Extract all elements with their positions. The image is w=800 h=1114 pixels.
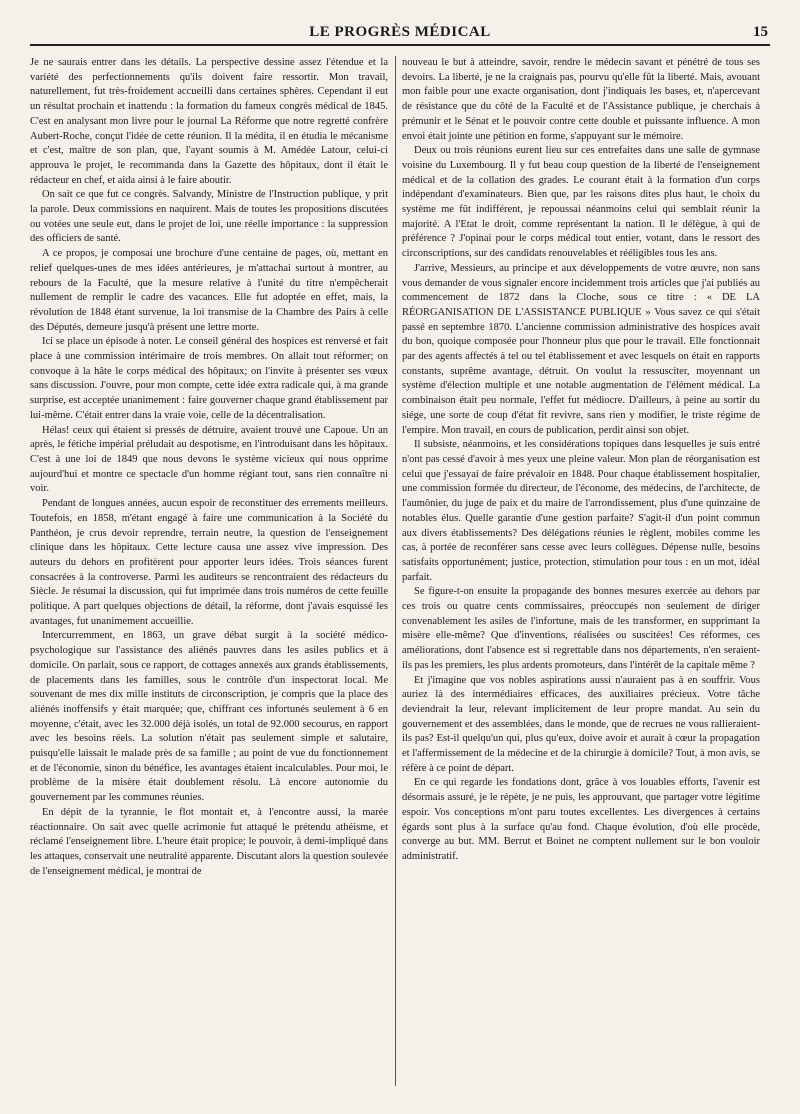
paragraph: On sait ce que fut ce congrès. Salvandy, Ministre de l'Instruction publique, y prit la parole. Deux commissions en naquirent. Mais de toutes les propositions discutées ou votées une seule eut, dans le projet de loi, une réelle importance : la suppression des officiers de santé. xyxy=(30,189,388,245)
paragraph: Il subsiste, néanmoins, et les considérations topiques dans lesquelles je suis entré n'ont pas cessé d'avoir à mes yeux une pleine valeur. Mon plan de réorganisation est celui que j'essayai de faire prévaloir en 1848. Pour chaque établissement hospitalier, une commission formée du directeur, de l'économe, des médecins, de l'architecte, de l'aumônier, du juge de paix et du maire de l'arrondissement, plus d'une quinzaine de notables élus. Quelle garantie d'une gestion parfaite? S'agit-il d'un point commun aux divers établissements? Des délégations réunies le règlent, mobiles comme les cas, à portée de reconférer sans cesse avec leurs collègues. Dépense nulle, besoins satisfaits opportunément; justice, protection, stimulation pour tous : en un mot, idéal parfait. xyxy=(402,439,760,583)
paragraph: Et j'imagine que vos nobles aspirations aussi n'auraient pas à en souffrir. Vous auriez là des intermédiaires efficaces, des auxiliaires précieux. Votre tâche deviendrait la leur, relevant implicitement de leur propre mandat. Au sein du gouvernement et des assemblées, dans le monde, que de recrues ne vous rallieraient-ils pas? Est-il quelqu'un qui, plus qu'eux, doive avoir et aurait à cœur la propagation et l'affermissement de la médecine et de la chirurgie à domicile? Tout, à mon avis, se réfère à ce point de départ. xyxy=(402,674,760,774)
right-column xyxy=(402,56,760,1096)
paragraph: nouveau le but à atteindre, savoir, rendre le médecin savant et pénétré de tous ses devoirs. La liberté, je ne la craignais pas, pourvu qu'elle fût la liberté. Mais, avouant mon faible pour une exacte organisation, dont j'indiquais les bases, et, n'apercevant de résistance que du côté de la Faculté et de l'Assistance publique, je cherchais à prémunir et le Sénat et le pouvoir contre cette double et puissante influence. A mon envoi était jointe une pétition en forme, s'appuyant sur le mémoire. xyxy=(402,57,760,142)
journal-title: LE PROGRÈS MÉDICAL xyxy=(309,24,491,40)
page-header xyxy=(30,22,770,46)
paragraph: Se figure-t-on ensuite la propagande des bonnes mesures exercée au dehors par ces trois ou quatre cents commissaires, préoccupés non seulement de diriger convenablement les asiles de l'infortune, mais de les transformer, en supprimant la misère elle-même? Que d'inventions, réalisées ou suscitées! Ces réformes, ces améliorations, dont l'absence est si regrettable dans nos départements, n'en seraient-ils pas les premiers, les plus ardents promoteurs, dans l'intérêt de la capitale même ? xyxy=(402,586,760,671)
paragraph: Intercurremment, en 1863, un grave débat surgit à la société médico-psychologique sur l'assistance des aliénés pauvres dans les asiles publics et à domicile. On parlait, sous ce rapport, de cottages annexés aux grands établissements, de placements dans les familles, sous le contrôle d'un inspectorat local. Me souvenant de mes dix mille instituts de circonscription, je compris que la place des aliénés inoffensifs y était marquée; que, chiffrant ces infortunés seulement à 6 en moyenne, c'était, avec les 32.000 déjà isolés, un total de 92.000 secourus, en rapport avec les besoins réels. La solution n'était pas seulement simple et salutaire, puisqu'elle laissait le malade près de sa famille ; au point de vue du fonctionnement et de l'économie, sinon du bénéfice, les avantages étaient incalculables. Pour moi, le problème de la misère était doublement résolu. Là encore autonomie du gouvernement par les communes réunies. xyxy=(30,630,388,804)
paragraph: Pendant de longues années, aucun espoir de reconstituer des errements meilleurs. Toutefois, en 1858, m'étant engagé à faire une communication à la Société du Panthéon, je crus devoir reprendre, terrain neutre, la question de l'enseignement clinique dans les hôpitaux. Cette lecture causa une assez vive impression. Des auteurs du dehors en profitèrent pour apporter leurs idées. Trois séances furent consacrées à la controverse. Parmi les auditeurs se rencontraient des rédacteurs du Siècle. Je résumai la discussion, qui fut imprimée dans trois numéros de cette feuille politique. A part quelques objections de détail, la réforme, dont j'avais esquissé les avantages, fut unanimement accueillie. xyxy=(30,498,388,627)
paragraph: J'arrive, Messieurs, au principe et aux développements de votre œuvre, non sans vous demander de vous signaler encore incidemment trois articles que j'ai publiés au commencement de 1872 dans la Cloche, sous ce titre : « DE LA RÉORGANISATION DE L'ASSISTANCE PUBLIQUE » Vous savez ce qui s'était passé en septembre 1870. L'ancienne commission administrative des hospices avait du bon, quoique composée pour l'honneur plus que pour le travail. Elle fonctionnait par des agents affectés à tel ou tel établissement et avec lesquels on était en rapports constants, suprême avantage, détruit. On voulut la ressusciter, moyennant un système d'élection multiple et une notable augmentation de l'élément médical. La combinaison était peu normale, l'effet fut médiocre. D'ailleurs, à peine au sortir du siége, une sorte de coup d'état fit revivre, sans rien y modifier, le triste régime de l'empire. Mon travail, en cours de publication, perdit ainsi son objet. xyxy=(402,262,760,436)
paragraph: Ici se place un épisode à noter. Le conseil général des hospices est renversé et fait place à une commission intérimaire de trois membres. On allait tout réformer; on convoque à la hâte le corps médical des hôpitaux; on l'invite à présenter ses vœux sans discussion. J'ouvre, pour mon compte, cette idée extra radicale qui, à ma grande surprise, est acceptée unanimement : faire gouverner chaque grand établissement par lui-même. C'était entrer dans la vraie voie, celle de la décentralisation. xyxy=(30,336,388,421)
paragraph: En ce qui regarde les fondations dont, grâce à vos louables efforts, l'avenir est désormais assuré, je le répète, je ne puis, les approuvant, que partager votre légitime espoir. Vos conceptions m'ont paru toutes excellentes. Les divergences à certains égards sont plus à la surface qu'au fond. Chaque évolution, d'où elle procède, converge au but. MM. Berrut et Boinet ne comptent nullement sur le bon vouloir administratif. xyxy=(402,777,760,862)
paragraph: A ce propos, je composai une brochure d'une centaine de pages, où, mettant en relief quelques-unes de mes idées antérieures, je m'attachai surtout à montrer, au rebours de la Faculté, que la mesure relative à l'unité du titre n'empêcherait nullement de remplir le cadre des vacances. Elle fut adoptée en effet, mais, la révolution de 1848 étant survenue, la loi transmise de la Chambre des Pairs à celle des Députés, demeure jusqu'à présent une lettre morte. xyxy=(30,248,388,333)
paragraph: Hélas! ceux qui étaient si pressés de détruire, avaient trouvé une Capoue. Un an après, le fétiche impérial préludait au despotisme, en l'introduisant dans les hôpitaux. C'est à une loi de 1849 que nous devons le système vicieux qui nous opprime aujourd'hui et montre ce spectacle d'un homme régiant tout, sans rien connaître ni voir. xyxy=(30,424,388,495)
left-column xyxy=(30,56,388,1096)
page-number: 15 xyxy=(753,24,768,40)
paragraph: En dépit de la tyrannie, le flot montait et, à l'encontre aussi, la marée réactionnaire. On sait avec quelle acrimonie fut attaqué le prétendu athéisme, et réclamé l'enseignement libre. L'heure était propice; le pouvoir, à demi-impliqué dans les attaques, conservait une neutralité apparente. Discutant alors la question soulevée de l'enseignement médical, je montrai de xyxy=(30,806,388,877)
paragraph: Je ne saurais entrer dans les détails. La perspective dessine assez l'étendue et la variété des perfectionnements qu'ils doivent faire ressortir. Mon travail, naturellement, fut très-froidement accueilli dans certaines sphères. Cependant il eut un résultat prochain et inattendu : la formation du fameux congrès médical de 1845. C'est en analysant mon livre pour le journal La Réforme que notre regretté confrère Aubert-Roche, conçut l'idée de cette réunion. Il la médita, il en étudia le mécanisme et c'est, maître de son plan, que, l'ayant soumis à M. Amédée Latour, celui-ci approuva le projet, le recommanda dans la Gazette des hôpitaux, dont il était le rédacteur en chef, et aida ainsi à le faire aboutir. xyxy=(30,57,388,186)
paragraph: Deux ou trois réunions eurent lieu sur ces entrefaites dans une salle de gymnase voisine du Luxembourg. Il y fut beau coup question de la liberté de l'enseignement médical et de la collation des grades. Le courant était à la formation d'un corps indépendant d'examinateurs. Bien que, par les raisons dites plus haut, le choix du système me fût indifférent, je repoussai néanmoins celui qui semblait réunir la majorité. A l'Etat le droit, comme représentant la nation. Il le délègue, à qui de préférence ? J'opinai pour le corps médical tout entier, votant, dans le ressort des circonscriptions, sur des candidats renouvelables et rééligibles tous les ans. xyxy=(402,145,760,260)
column-divider xyxy=(395,56,396,1086)
